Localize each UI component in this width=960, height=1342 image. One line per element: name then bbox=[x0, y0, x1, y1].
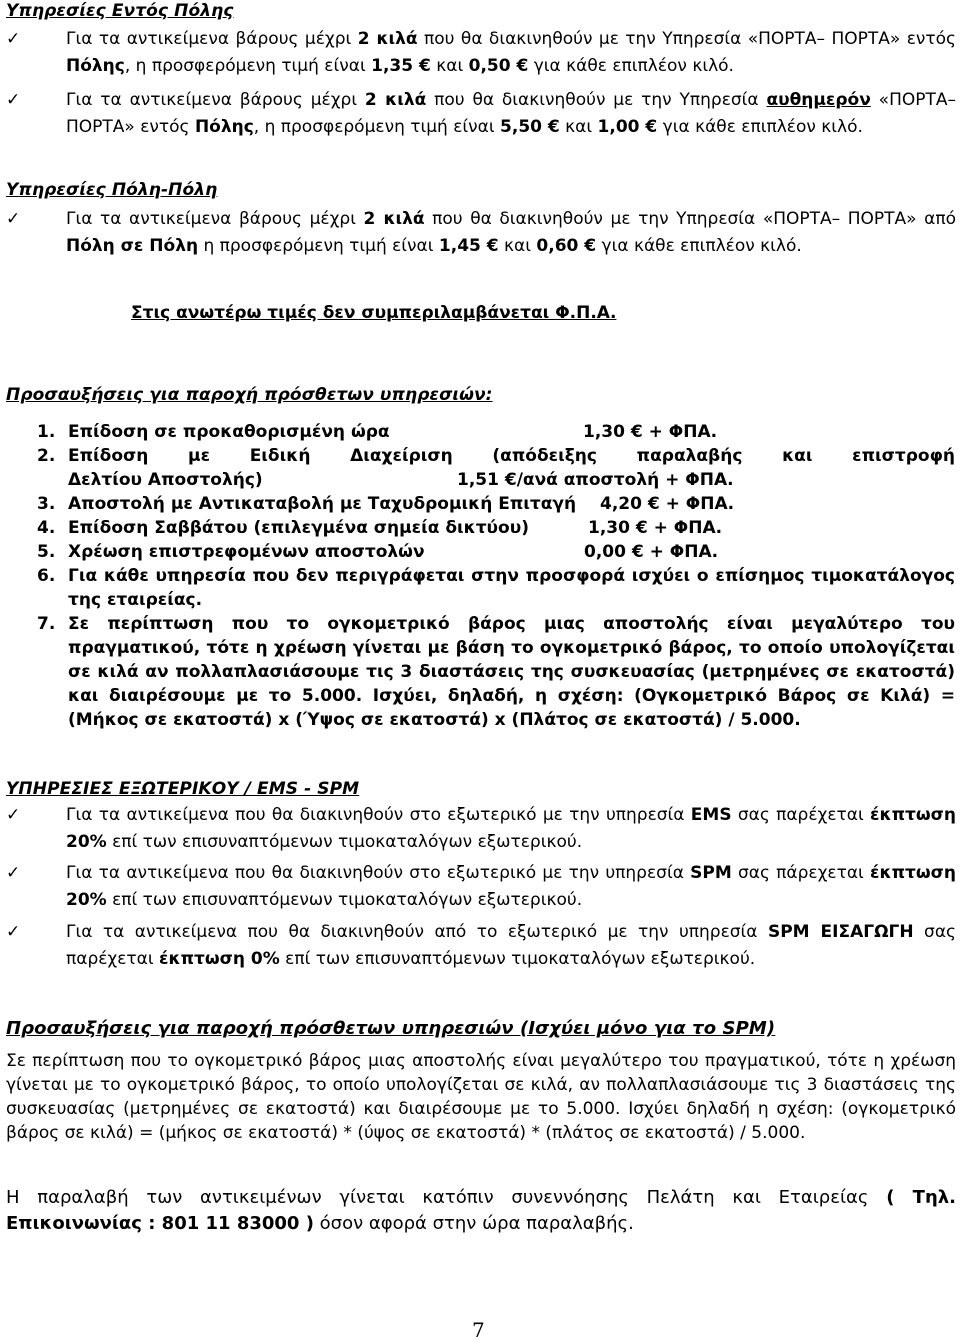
surcharge-item-5: 5. Χρέωση επιστρεφομένων αποστολών 0,00 € + ΦΠΑ. bbox=[37, 542, 719, 562]
bullet-spm-import: ✓ Για τα αντικείμενα που θα διακινηθούν από το εξωτερικό με την υπηρεσία SPM ΕΙΣΑΓΩΓΗ σας παρέχεται έκπτωση 0% επί των επισυναπτόμενων τιμοκαταλόγων εξωτερικού. bbox=[6, 919, 956, 973]
bullet-city-sameday: ✓ Για τα αντικείμενα βάρους μέχρι 2 κιλά που θα διακινηθούν με την Υπηρεσία αυθημερόν «ΠΟΡΤΑ–ΠΟΡΤΑ» εντός Πόλης, η προσφερόμενη τιμή είναι 5,50 € και 1,00 € για κάθε επιπλέον κιλό. bbox=[6, 87, 956, 141]
check-icon: ✓ bbox=[6, 29, 21, 49]
bullet-intercity: ✓ Για τα αντικείμενα βάρους μέχρι 2 κιλά που θα διακινηθούν με την Υπηρεσία «ΠΟΡΤΑ– ΠΟΡΤΑ» από Πόλη σε Πόλη η προσφερόμενη τιμή είναι 1,45 € και 0,60 € για κάθε επιπλέον κιλό. bbox=[6, 206, 956, 260]
check-icon: ✓ bbox=[6, 90, 21, 110]
pickup-paragraph: Η παραλαβή των αντικειμένων γίνεται κατόπιν συνεννόησης Πελάτη και Εταιρείας ( Τηλ. Επικοινωνίας : 801 11 83000 ) όσον αφορά στην ώρα παραλαβής. bbox=[6, 1187, 956, 1234]
surcharge-item-2: 2. Επίδοση με Ειδική Διαχείριση (απόδειξης παραλαβής και επιστροφή Δελτίου Αποστολής) 1,51 €/ανά αποστολή + ΦΠΑ. bbox=[37, 446, 955, 490]
volumetric-weight-paragraph: Σε περίπτωση που το ογκομετρικό βάρος μιας αποστολής είναι μεγαλύτερο του πραγματικού, τότε η χρέωση γίνεται με το ογκομετρικό βάρος, το οποίο υπολογίζεται σε κιλά, αν πολλαπλασιάσουμε τις 3 διαστάσεις της συσκευασίας (μετρημένες σε εκατοστά) και διαιρέσουμε με το 5.000. Ισχύει δηλαδή η σχέση: (ογκομετρικό βάρος σε κιλά) = (μήκος σε εκατοστά) * (ύψος σε εκατοστά) * (πλάτος σε εκατοστά) / 5.000. bbox=[6, 1051, 956, 1143]
vat-note: Στις ανωτέρω τιμές δεν συμπεριλαμβάνεται Φ.Π.Α. bbox=[131, 303, 617, 323]
heading-city-services: Υπηρεσίες Εντός Πόλης bbox=[6, 1, 234, 21]
heading-intercity-services: Υπηρεσίες Πόλη-Πόλη bbox=[6, 180, 218, 200]
heading-surcharges: Προσαυξήσεις για παροχή πρόσθετων υπηρεσιών: bbox=[6, 385, 493, 405]
surcharge-item-6: 6. Για κάθε υπηρεσία που δεν περιγράφεται στην προσφορά ισχύει ο επίσημος τιμοκατάλογος της εταιρείας. bbox=[37, 566, 955, 610]
bullet-city-standard: ✓ Για τα αντικείμενα βάρους μέχρι 2 κιλά που θα διακινηθούν με την Υπηρεσία «ΠΟΡΤΑ– ΠΟΡΤΑ» εντός Πόλης, η προσφερόμενη τιμή είναι 1,35 € και 0,50 € για κάθε επιπλέον κιλό. bbox=[6, 26, 956, 80]
surcharge-item-7: 7. Σε περίπτωση που το ογκομετρικό βάρος μιας αποστολής είναι μεγαλύτερο του πραγματικού, τότε η χρέωση γίνεται με βάση το ογκομετρικό βάρος, το οποίο υπολογίζεται σε κιλά αν πολλαπλασιάσουμε τις 3 διαστάσεις της συσκευασίας (μετρημένες σε εκατοστά) και διαιρέσουμε με το 5.000. Ισχύει, δηλαδή, η σχέση: (Ογκομετρικό Βάρος σε Κιλά) = (Μήκος σε εκατοστά) x (Ύψος σε εκατοστά) x (Πλάτος σε εκατοστά) / 5.000. bbox=[37, 614, 955, 730]
check-icon: ✓ bbox=[6, 922, 21, 942]
heading-spm-surcharges: Προσαυξήσεις για παροχή πρόσθετων υπηρεσιών (Ισχύει μόνο για το SPM) bbox=[6, 1018, 776, 1039]
heading-international: ΥΠΗΡΕΣΙΕΣ ΕΞΩΤΕΡΙΚΟΥ / EMS - SPM bbox=[6, 779, 360, 799]
check-icon: ✓ bbox=[6, 805, 21, 825]
bullet-spm: ✓ Για τα αντικείμενα που θα διακινηθούν στο εξωτερικό με την υπηρεσία SPM σας πάρεχεται έκπτωση 20% επί των επισυναπτόμενων τιμοκαταλόγων εξωτερικού. bbox=[6, 860, 956, 914]
surcharge-item-1: 1. Επίδοση σε προκαθορισμένη ώρα 1,30 € + ΦΠΑ. bbox=[37, 422, 718, 442]
page-number: 7 bbox=[472, 1318, 485, 1342]
bullet-ems: ✓ Για τα αντικείμενα που θα διακινηθούν στο εξωτερικό με την υπηρεσία EMS σας παρέχεται έκπτωση 20% επί των επισυναπτόμενων τιμοκαταλόγων εξωτερικού. bbox=[6, 802, 956, 856]
check-icon: ✓ bbox=[6, 863, 21, 883]
surcharge-item-4: 4. Επίδοση Σαββάτου (επιλεγμένα σημεία δικτύου) 1,30 € + ΦΠΑ. bbox=[37, 518, 723, 538]
check-icon: ✓ bbox=[6, 209, 21, 229]
surcharge-item-3: 3. Αποστολή με Αντικαταβολή με Ταχυδρομική Επιταγή 4,20 € + ΦΠΑ. bbox=[37, 494, 735, 514]
